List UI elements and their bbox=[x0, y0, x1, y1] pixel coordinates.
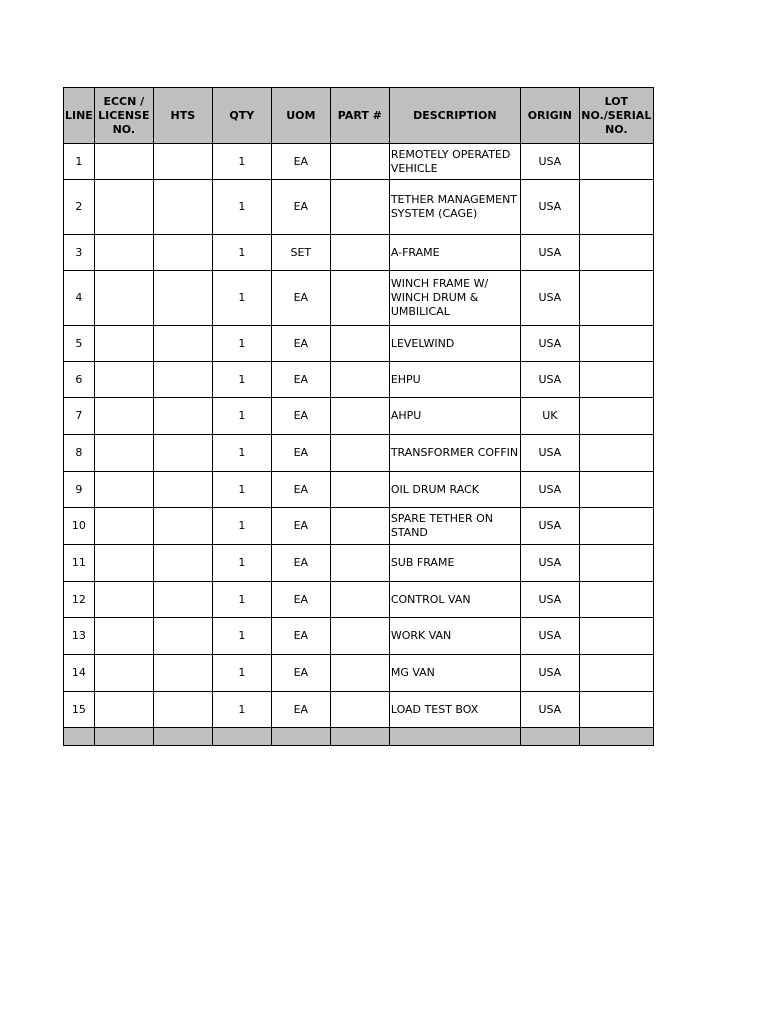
lot-serial-cell bbox=[579, 618, 653, 655]
table-row bbox=[64, 271, 654, 326]
eccn-cell bbox=[94, 235, 153, 271]
hts-cell bbox=[153, 435, 212, 472]
eccn-cell bbox=[94, 472, 153, 508]
packing-list-table bbox=[63, 87, 654, 746]
part-number-cell bbox=[330, 362, 389, 398]
origin-cell: USA bbox=[520, 692, 579, 728]
qty-cell: 1 bbox=[212, 235, 271, 271]
origin-cell: USA bbox=[520, 582, 579, 618]
origin-cell: USA bbox=[520, 271, 579, 326]
qty-cell: 1 bbox=[212, 618, 271, 655]
lot-serial-cell bbox=[579, 435, 653, 472]
eccn-cell bbox=[94, 508, 153, 545]
eccn-cell bbox=[94, 326, 153, 362]
header-origin: ORIGIN bbox=[520, 88, 579, 144]
hts-cell bbox=[153, 655, 212, 692]
lot-serial-cell bbox=[579, 144, 653, 180]
header-qty: QTY bbox=[212, 88, 271, 144]
part-number-cell bbox=[330, 180, 389, 235]
line-cell: 6 bbox=[64, 362, 95, 398]
part-number-cell bbox=[330, 435, 389, 472]
description-cell: LOAD TEST BOX bbox=[389, 692, 520, 728]
hts-cell bbox=[153, 144, 212, 180]
table-row bbox=[64, 326, 654, 362]
qty-cell: 1 bbox=[212, 180, 271, 235]
description-cell: SUB FRAME bbox=[389, 545, 520, 582]
eccn-cell bbox=[94, 582, 153, 618]
table-row bbox=[64, 235, 654, 271]
footer-cell bbox=[64, 728, 95, 746]
header-lot-serial: LOT NO./SERIAL NO. bbox=[579, 88, 653, 144]
header-row bbox=[64, 88, 654, 144]
description-cell: A-FRAME bbox=[389, 235, 520, 271]
line-cell: 5 bbox=[64, 326, 95, 362]
header-line: LINE bbox=[64, 88, 95, 144]
line-cell: 1 bbox=[64, 144, 95, 180]
line-cell: 15 bbox=[64, 692, 95, 728]
line-cell: 12 bbox=[64, 582, 95, 618]
hts-cell bbox=[153, 271, 212, 326]
qty-cell: 1 bbox=[212, 692, 271, 728]
uom-cell: EA bbox=[271, 545, 330, 582]
eccn-cell bbox=[94, 144, 153, 180]
origin-cell: USA bbox=[520, 618, 579, 655]
footer-cell bbox=[271, 728, 330, 746]
line-cell: 11 bbox=[64, 545, 95, 582]
footer-cell bbox=[389, 728, 520, 746]
header-uom: UOM bbox=[271, 88, 330, 144]
qty-cell: 1 bbox=[212, 545, 271, 582]
uom-cell: EA bbox=[271, 472, 330, 508]
uom-cell: EA bbox=[271, 582, 330, 618]
table-row bbox=[64, 545, 654, 582]
part-number-cell bbox=[330, 472, 389, 508]
uom-cell: EA bbox=[271, 362, 330, 398]
description-cell: OIL DRUM RACK bbox=[389, 472, 520, 508]
uom-cell: EA bbox=[271, 326, 330, 362]
header-eccn: ECCN / LICENSE NO. bbox=[94, 88, 153, 144]
part-number-cell bbox=[330, 618, 389, 655]
qty-cell: 1 bbox=[212, 362, 271, 398]
qty-cell: 1 bbox=[212, 398, 271, 435]
eccn-cell bbox=[94, 692, 153, 728]
table-row bbox=[64, 472, 654, 508]
description-cell: CONTROL VAN bbox=[389, 582, 520, 618]
table-row bbox=[64, 435, 654, 472]
line-cell: 13 bbox=[64, 618, 95, 655]
lot-serial-cell bbox=[579, 508, 653, 545]
hts-cell bbox=[153, 618, 212, 655]
description-cell: MG VAN bbox=[389, 655, 520, 692]
uom-cell: EA bbox=[271, 435, 330, 472]
qty-cell: 1 bbox=[212, 271, 271, 326]
header-description: DESCRIPTION bbox=[389, 88, 520, 144]
uom-cell: EA bbox=[271, 180, 330, 235]
eccn-cell bbox=[94, 362, 153, 398]
table-row bbox=[64, 144, 654, 180]
line-cell: 3 bbox=[64, 235, 95, 271]
table-row bbox=[64, 508, 654, 545]
uom-cell: EA bbox=[271, 692, 330, 728]
origin-cell: USA bbox=[520, 362, 579, 398]
origin-cell: USA bbox=[520, 235, 579, 271]
origin-cell: USA bbox=[520, 144, 579, 180]
hts-cell bbox=[153, 545, 212, 582]
eccn-cell bbox=[94, 655, 153, 692]
hts-cell bbox=[153, 235, 212, 271]
footer-cell bbox=[579, 728, 653, 746]
footer-cell bbox=[520, 728, 579, 746]
description-cell: REMOTELY OPERATED VEHICLE bbox=[389, 144, 520, 180]
eccn-cell bbox=[94, 180, 153, 235]
table-row bbox=[64, 180, 654, 235]
lot-serial-cell bbox=[579, 326, 653, 362]
lot-serial-cell bbox=[579, 271, 653, 326]
hts-cell bbox=[153, 692, 212, 728]
lot-serial-cell bbox=[579, 582, 653, 618]
hts-cell bbox=[153, 508, 212, 545]
line-cell: 14 bbox=[64, 655, 95, 692]
eccn-cell bbox=[94, 271, 153, 326]
part-number-cell bbox=[330, 326, 389, 362]
origin-cell: USA bbox=[520, 508, 579, 545]
lot-serial-cell bbox=[579, 692, 653, 728]
uom-cell: EA bbox=[271, 144, 330, 180]
origin-cell: USA bbox=[520, 180, 579, 235]
header-hts: HTS bbox=[153, 88, 212, 144]
description-cell: LEVELWIND bbox=[389, 326, 520, 362]
part-number-cell bbox=[330, 692, 389, 728]
hts-cell bbox=[153, 472, 212, 508]
lot-serial-cell bbox=[579, 235, 653, 271]
footer-cell bbox=[330, 728, 389, 746]
description-cell: WORK VAN bbox=[389, 618, 520, 655]
part-number-cell bbox=[330, 144, 389, 180]
lot-serial-cell bbox=[579, 655, 653, 692]
part-number-cell bbox=[330, 235, 389, 271]
line-cell: 2 bbox=[64, 180, 95, 235]
hts-cell bbox=[153, 582, 212, 618]
eccn-cell bbox=[94, 398, 153, 435]
part-number-cell bbox=[330, 582, 389, 618]
part-number-cell bbox=[330, 545, 389, 582]
part-number-cell bbox=[330, 398, 389, 435]
lot-serial-cell bbox=[579, 398, 653, 435]
part-number-cell bbox=[330, 508, 389, 545]
line-cell: 9 bbox=[64, 472, 95, 508]
eccn-cell bbox=[94, 435, 153, 472]
qty-cell: 1 bbox=[212, 435, 271, 472]
description-cell: EHPU bbox=[389, 362, 520, 398]
lot-serial-cell bbox=[579, 180, 653, 235]
qty-cell: 1 bbox=[212, 144, 271, 180]
description-cell: TETHER MANAGEMENT SYSTEM (CAGE) bbox=[389, 180, 520, 235]
table-row bbox=[64, 398, 654, 435]
hts-cell bbox=[153, 362, 212, 398]
description-cell: TRANSFORMER COFFIN bbox=[389, 435, 520, 472]
footer-cell bbox=[94, 728, 153, 746]
uom-cell: EA bbox=[271, 508, 330, 545]
origin-cell: USA bbox=[520, 326, 579, 362]
qty-cell: 1 bbox=[212, 582, 271, 618]
footer-cell bbox=[212, 728, 271, 746]
part-number-cell bbox=[330, 271, 389, 326]
hts-cell bbox=[153, 326, 212, 362]
footer-row bbox=[64, 728, 654, 746]
origin-cell: UK bbox=[520, 398, 579, 435]
uom-cell: SET bbox=[271, 235, 330, 271]
hts-cell bbox=[153, 180, 212, 235]
line-cell: 4 bbox=[64, 271, 95, 326]
qty-cell: 1 bbox=[212, 472, 271, 508]
description-cell: SPARE TETHER ON STAND bbox=[389, 508, 520, 545]
uom-cell: EA bbox=[271, 655, 330, 692]
table-row bbox=[64, 362, 654, 398]
qty-cell: 1 bbox=[212, 326, 271, 362]
line-cell: 7 bbox=[64, 398, 95, 435]
hts-cell bbox=[153, 398, 212, 435]
eccn-cell bbox=[94, 618, 153, 655]
uom-cell: EA bbox=[271, 398, 330, 435]
description-cell: AHPU bbox=[389, 398, 520, 435]
table-row bbox=[64, 618, 654, 655]
lot-serial-cell bbox=[579, 362, 653, 398]
line-cell: 10 bbox=[64, 508, 95, 545]
description-cell: WINCH FRAME W/ WINCH DRUM & UMBILICAL bbox=[389, 271, 520, 326]
qty-cell: 1 bbox=[212, 508, 271, 545]
qty-cell: 1 bbox=[212, 655, 271, 692]
eccn-cell bbox=[94, 545, 153, 582]
origin-cell: USA bbox=[520, 545, 579, 582]
origin-cell: USA bbox=[520, 472, 579, 508]
table-row bbox=[64, 655, 654, 692]
origin-cell: USA bbox=[520, 435, 579, 472]
table-body bbox=[64, 144, 654, 746]
part-number-cell bbox=[330, 655, 389, 692]
origin-cell: USA bbox=[520, 655, 579, 692]
uom-cell: EA bbox=[271, 618, 330, 655]
table-row bbox=[64, 692, 654, 728]
lot-serial-cell bbox=[579, 472, 653, 508]
lot-serial-cell bbox=[579, 545, 653, 582]
footer-cell bbox=[153, 728, 212, 746]
line-cell: 8 bbox=[64, 435, 95, 472]
table-row bbox=[64, 582, 654, 618]
header-part-number: PART # bbox=[330, 88, 389, 144]
uom-cell: EA bbox=[271, 271, 330, 326]
